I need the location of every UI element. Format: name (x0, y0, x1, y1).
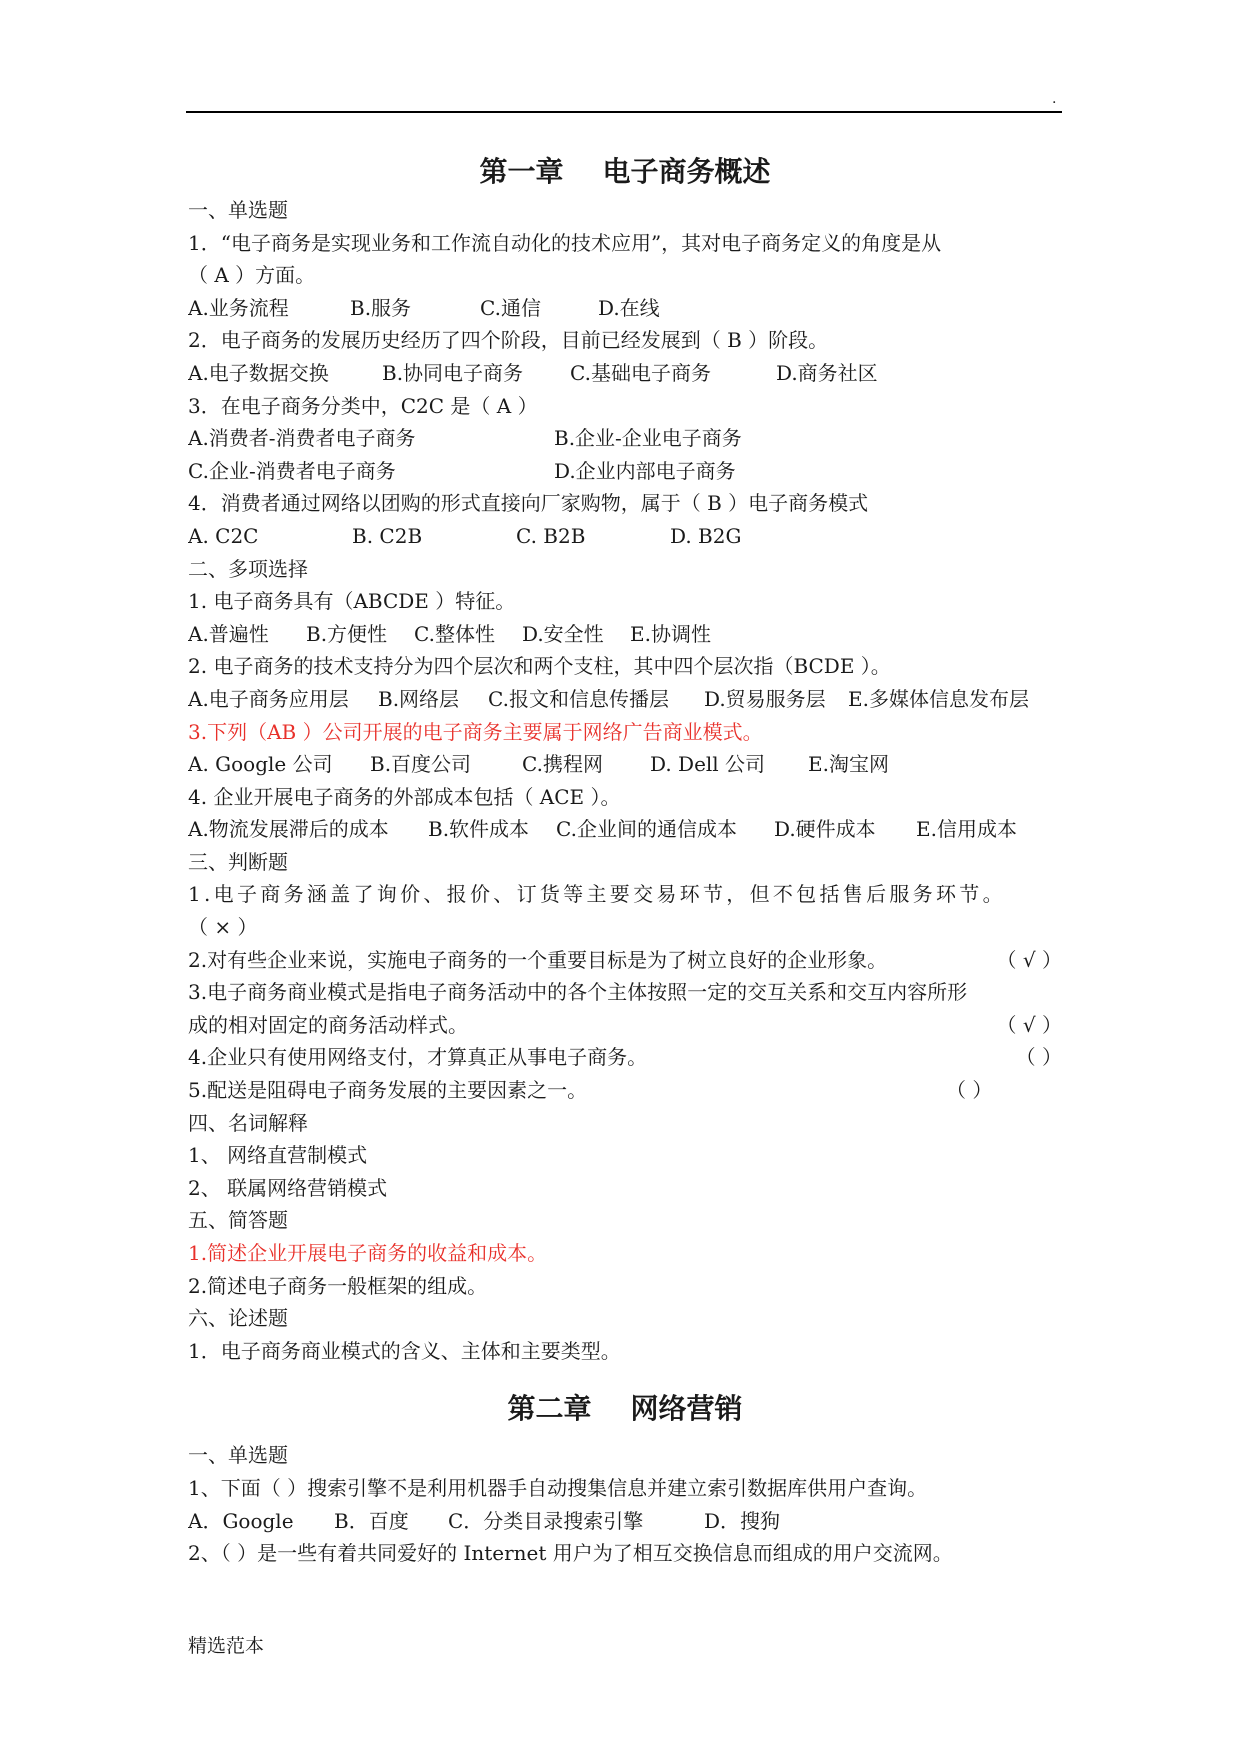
option: D. B2G (670, 523, 742, 548)
option: E.淘宝网 (808, 752, 889, 777)
question: 2. 电子商务的技术支持分为四个层次和两个支柱，其中四个层次指（BCDE ）。 (188, 654, 891, 679)
option: B.软件成本 (428, 817, 530, 842)
statement-answer: （ √ ） (996, 1012, 1062, 1037)
option: D.贸易服务层 (704, 686, 826, 711)
document-body (188, 150, 1062, 1570)
statement-row (188, 1009, 1062, 1042)
option: E.信用成本 (916, 817, 1017, 842)
question: 2.简述电子商务一般框架的组成。 (188, 1273, 488, 1298)
section-heading: 一、单选题 (188, 198, 288, 222)
options-row (188, 422, 1062, 455)
options-row (188, 748, 1062, 781)
statement-answer: （ × ） (188, 915, 258, 940)
option: B.协同电子商务 (382, 360, 524, 385)
question: 1．电子商务商业模式的含义、主体和主要类型。 (188, 1338, 621, 1363)
section-heading: 一、单选题 (188, 1443, 288, 1468)
section-heading: 六、论述题 (188, 1306, 288, 1331)
section-heading: 三、判断题 (188, 849, 288, 874)
option: B.企业-企业电子商务 (554, 426, 742, 451)
options-row (188, 455, 1062, 488)
section-heading: 二、多项选择 (188, 556, 308, 581)
option: B.方便性 (306, 621, 388, 646)
option: B.服务 (350, 295, 412, 320)
statement-row (188, 1074, 1062, 1107)
question: 3．在电子商务分类中，C2C 是（ A ） (188, 393, 538, 418)
question: 2、（ ）是一些有着共同爱好的 Internet 用户为了相互交换信息而组成的用户交流网。 (188, 1541, 953, 1566)
option: B.百度公司 (370, 752, 472, 777)
option: A．Google (188, 1508, 294, 1533)
statement: 1.电子商务涵盖了询价、报价、订货等主要交易环节，但不包括售后服务环节。 (188, 882, 1006, 907)
header-rule (186, 111, 1062, 113)
question-highlighted: 3.下列（AB ）公司开展的电子商务主要属于网络广告商业模式。 (188, 719, 763, 744)
statement-row (188, 1041, 1062, 1074)
question: 2．电子商务的发展历史经历了四个阶段，目前已经发展到（ B ）阶段。 (188, 328, 829, 353)
options-row (188, 520, 1062, 553)
option: D.商务社区 (776, 360, 878, 385)
option: C.报文和信息传播层 (488, 686, 669, 711)
question-continued: （ A ）方面。 (188, 263, 316, 288)
question: 1、下面（ ）搜索引擎不是利用机器手自动搜集信息并建立索引数据库供用户查询。 (188, 1475, 928, 1500)
option: A.消费者-消费者电子商务 (188, 426, 416, 451)
option: C.基础电子商务 (570, 360, 711, 385)
option: D．搜狗 (704, 1508, 781, 1533)
option: A.业务流程 (188, 295, 289, 320)
options-row (188, 618, 1062, 651)
question-highlighted: 1.简述企业开展电子商务的收益和成本。 (188, 1241, 548, 1265)
statement-answer: （ ） (946, 1078, 993, 1103)
option: E.协调性 (630, 621, 711, 646)
option: B.网络层 (378, 686, 460, 711)
option: A.物流发展滞后的成本 (188, 817, 389, 842)
section-heading: 四、名词解释 (188, 1110, 308, 1135)
statement-continued: 成的相对固定的商务活动样式。 (188, 1012, 468, 1037)
option: C.通信 (480, 295, 541, 320)
option: C.携程网 (522, 752, 603, 777)
option: A.电子商务应用层 (188, 686, 349, 711)
statement-row (188, 944, 1062, 977)
option: C.整体性 (414, 621, 495, 646)
question: 4. 企业开展电子商务的外部成本包括（ ACE ）。 (188, 784, 621, 809)
option: C．分类目录搜索引擎 (448, 1508, 644, 1533)
option: D. Dell 公司 (650, 752, 766, 777)
option: A.电子数据交换 (188, 360, 329, 385)
term: 1、 网络直营制模式 (188, 1143, 368, 1168)
statement: 3.电子商务商业模式是指电子商务活动中的各个主体按照一定的交互关系和交互内容所形 (188, 980, 968, 1005)
options-row (188, 1505, 1062, 1538)
section-heading: 五、简答题 (188, 1208, 288, 1233)
header-mark: . (1052, 91, 1057, 107)
options-row (188, 357, 1062, 390)
option: B. C2B (352, 523, 423, 548)
option: E.多媒体信息发布层 (848, 686, 1029, 711)
chapter-2-title: 第二章 网络营销 (507, 1392, 743, 1426)
options-row (188, 683, 1062, 716)
option: D.企业内部电子商务 (554, 458, 736, 483)
statement: 5.配送是阻碍电子商务发展的主要因素之一。 (188, 1078, 588, 1103)
statement: 4.企业只有使用网络支付，才算真正从事电子商务。 (188, 1045, 648, 1070)
option: A. Google 公司 (188, 752, 333, 777)
question: 1．“电子商务是实现业务和工作流自动化的技术应用”，其对电子商务定义的角度是从 (188, 230, 942, 255)
option: D.硬件成本 (774, 817, 876, 842)
question: 1. 电子商务具有（ABCDE ）特征。 (188, 589, 516, 614)
options-row (188, 292, 1062, 325)
options-row (188, 813, 1062, 846)
option: D.安全性 (522, 621, 604, 646)
statement: 2.对有些企业来说，实施电子商务的一个重要目标是为了树立良好的企业形象。 (188, 947, 888, 972)
chapter-1-title: 第一章 电子商务概述 (479, 155, 771, 188)
term: 2、 联属网络营销模式 (188, 1175, 388, 1200)
statement-answer: （ ） (1015, 1045, 1062, 1070)
option: C. B2B (516, 523, 586, 548)
option: A. C2C (188, 523, 259, 548)
option: C.企业-消费者电子商务 (188, 458, 396, 483)
option: B．百度 (334, 1508, 409, 1533)
option: C.企业间的通信成本 (556, 817, 737, 842)
statement-answer: （ √ ） (996, 947, 1062, 972)
option: A.普遍性 (188, 621, 269, 646)
question: 4．消费者通过网络以团购的形式直接向厂家购物，属于（ B ）电子商务模式 (188, 491, 869, 516)
option: D.在线 (598, 295, 660, 320)
page-footer: 精选范本 (188, 1635, 265, 1657)
